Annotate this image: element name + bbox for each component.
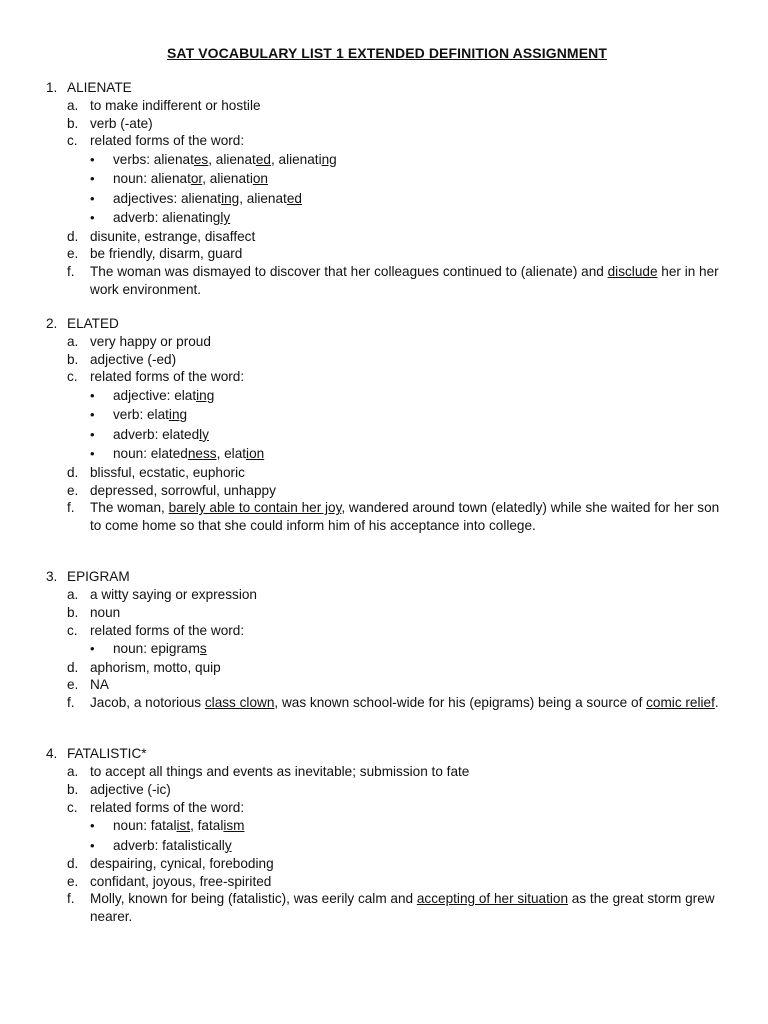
entry-spacer: [46, 711, 728, 745]
text-run: The woman,: [90, 500, 169, 516]
related-form-text: [113, 169, 728, 189]
vocabulary-list: [46, 79, 728, 926]
item-text: adjective (-ed): [90, 351, 177, 367]
underlined-text: ness: [187, 446, 217, 462]
item-letter: d.: [67, 659, 79, 675]
underlined-text: es: [193, 151, 209, 167]
item-text: related forms of the word:: [90, 369, 245, 385]
related-form-text: [113, 405, 728, 425]
entry-item-e: [46, 482, 728, 500]
related-form-item: [46, 150, 728, 170]
item-letter: a.: [67, 98, 79, 113]
text-run: adverb: alienating: [113, 210, 221, 226]
item-letter: e.: [67, 482, 79, 498]
related-form-text: [113, 639, 728, 659]
text-run: , alienati: [202, 171, 253, 187]
item-text: very happy or proud: [90, 334, 211, 350]
bullet-icon: •: [90, 641, 95, 657]
related-form-text: [113, 208, 728, 228]
text-run: , alienati: [270, 151, 322, 167]
entry-item-e: [46, 873, 728, 891]
vocab-word: ALIENATE: [67, 80, 132, 95]
underlined-text: on: [252, 171, 268, 187]
item-letter: d.: [67, 856, 79, 872]
entry-item-c: [46, 622, 728, 640]
item-letter: b.: [67, 115, 79, 131]
text-run: verb: elat: [113, 407, 169, 423]
related-form-item: [46, 816, 728, 836]
item-text: aphorism, motto, quip: [90, 659, 221, 675]
item-letter: c.: [67, 622, 78, 638]
entry-item-d: [46, 464, 728, 482]
entry-item-b: [46, 781, 728, 799]
text-run: .: [714, 694, 719, 710]
item-letter: d.: [67, 464, 79, 480]
underlined-text: y: [224, 837, 232, 853]
underlined-text: ing: [221, 190, 240, 206]
document-title: SAT VOCABULARY LIST 1 EXTENDED DEFINITION ASSIGNMENT: [166, 45, 607, 61]
related-form-text: [113, 386, 728, 406]
vocab-entry: [46, 568, 728, 711]
underlined-text: or: [190, 171, 203, 187]
text-run: adverb: elated: [113, 426, 200, 442]
bullet-icon: •: [90, 446, 95, 462]
item-letter: b.: [67, 604, 79, 620]
vocab-word-row: [46, 568, 728, 586]
vocab-word: ELATED: [67, 316, 119, 332]
entry-item-f: [46, 694, 728, 712]
item-text: disunite, estrange, disaffect: [90, 228, 256, 244]
text-run: verbs: alienat: [113, 151, 194, 167]
text-run: adverb: fatalisticall: [113, 837, 225, 853]
bullet-icon: •: [90, 210, 95, 226]
vocab-word: EPIGRAM: [67, 569, 130, 585]
text-run: noun: elated: [113, 446, 188, 462]
text-run: , wandered around town (elatedly) while she waited for her son to come home so that she could inform him of his acceptance into college.: [90, 500, 720, 533]
text-run: as the great storm grew nearer.: [90, 891, 715, 924]
vocab-word: FATALISTIC*: [67, 746, 147, 762]
text-run: Jacob, a notorious: [90, 694, 205, 710]
vocab-word-row: [46, 745, 728, 763]
entry-number: 3.: [46, 569, 58, 585]
underlined-text: comic relief: [646, 694, 715, 710]
bullet-icon: •: [90, 151, 95, 167]
item-letter: c.: [67, 799, 78, 815]
entry-item-c: [46, 132, 728, 150]
item-text: [90, 694, 728, 712]
item-text: be friendly, disarm, guard: [90, 246, 243, 262]
item-letter: f.: [67, 694, 75, 710]
entry-item-a: [46, 763, 728, 781]
entry-item-c: [46, 368, 728, 386]
related-form-item: [46, 169, 728, 189]
entry-item-f: [46, 890, 728, 925]
item-letter: e.: [67, 246, 79, 262]
underlined-text: ist: [176, 818, 191, 834]
related-form-text: [113, 150, 728, 170]
vocab-entry: [46, 745, 728, 925]
bullet-icon: •: [90, 407, 95, 423]
vocab-word-row: [46, 315, 728, 333]
item-text: verb (-ate): [90, 115, 153, 131]
item-text: despairing, cynical, foreboding: [90, 856, 274, 872]
vocab-entry: [46, 79, 728, 298]
entry-item-b: [46, 604, 728, 622]
entry-item-c: [46, 799, 728, 817]
text-run: The woman was dismayed to discover that her colleagues continued to (alienate) and: [90, 263, 608, 279]
item-text: to make indifferent or hostile: [90, 98, 261, 113]
item-letter: a.: [67, 334, 79, 350]
item-text: [90, 263, 728, 298]
text-run: , fatal: [190, 818, 224, 834]
vocab-entry: [46, 315, 728, 534]
item-letter: f.: [67, 891, 75, 907]
underlined-text: ed: [255, 151, 271, 167]
text-run: , alienat: [208, 151, 256, 167]
entry-number: 4.: [46, 746, 58, 762]
entry-item-e: [46, 676, 728, 694]
related-form-item: [46, 208, 728, 228]
text-run: her in her work environment.: [90, 263, 719, 297]
item-text: [90, 890, 728, 925]
text-run: noun: alienat: [113, 171, 191, 187]
related-form-text: [113, 189, 728, 209]
underlined-text: disclude: [607, 263, 658, 279]
entry-item-d: [46, 228, 728, 246]
item-letter: f.: [67, 263, 75, 279]
item-letter: a.: [67, 764, 79, 780]
entry-item-d: [46, 659, 728, 677]
item-letter: b.: [67, 351, 79, 367]
entry-item-b: [46, 351, 728, 369]
underlined-text: ing: [196, 387, 215, 403]
bullet-icon: •: [90, 837, 95, 853]
related-form-text: [113, 444, 728, 464]
underlined-text: class clown: [204, 694, 275, 710]
item-text: depressed, sorrowful, unhappy: [90, 482, 276, 498]
entry-item-f: [46, 263, 728, 298]
item-letter: e.: [67, 677, 79, 693]
underlined-text: ed: [286, 190, 302, 206]
item-text: related forms of the word:: [90, 799, 245, 815]
bullet-icon: •: [90, 387, 95, 403]
underlined-text: barely able to contain her joy: [168, 500, 342, 516]
item-text: related forms of the word:: [90, 622, 245, 638]
entry-number: 1.: [46, 80, 58, 95]
bullet-icon: •: [90, 171, 95, 187]
related-form-item: [46, 425, 728, 445]
bullet-icon: •: [90, 190, 95, 206]
entry-number: 2.: [46, 316, 58, 332]
related-form-text: [113, 836, 728, 856]
related-form-item: [46, 444, 728, 464]
underlined-text: ion: [246, 446, 265, 462]
bullet-icon: •: [90, 426, 95, 442]
item-text: NA: [90, 677, 109, 693]
related-form-item: [46, 386, 728, 406]
item-letter: a.: [67, 587, 79, 603]
text-run: , elat: [216, 446, 247, 462]
entry-spacer: [46, 534, 728, 568]
item-letter: c.: [67, 133, 78, 149]
underlined-text: ism: [223, 818, 245, 834]
text-run: , was known school-wide for his (epigrams) being a source of: [274, 694, 647, 710]
item-letter: c.: [67, 369, 78, 385]
text-run: noun: fatal: [113, 818, 177, 834]
entry-item-f: [46, 499, 728, 534]
entry-item-a: [46, 333, 728, 351]
underlined-text: ly: [199, 426, 209, 442]
entry-item-a: [46, 586, 728, 604]
text-run: , alienat: [239, 190, 287, 206]
item-text: related forms of the word:: [90, 133, 245, 149]
related-form-text: [113, 816, 728, 836]
item-letter: d.: [67, 228, 79, 244]
entry-item-b: [46, 115, 728, 133]
underlined-text: ly: [220, 210, 231, 226]
bullet-icon: •: [90, 818, 95, 834]
item-text: noun: [90, 604, 121, 620]
item-letter: b.: [67, 781, 79, 797]
related-form-item: [46, 836, 728, 856]
text-run: adjective: elat: [113, 387, 197, 403]
entry-item-e: [46, 245, 728, 263]
text-run: noun: epigram: [113, 641, 200, 657]
entry-item-d: [46, 855, 728, 873]
related-form-item: [46, 639, 728, 659]
item-text: to accept all things and events as inevitable; submission to fate: [90, 764, 470, 780]
item-letter: e.: [67, 873, 79, 889]
item-text: blissful, ecstatic, euphoric: [90, 464, 245, 480]
item-text: a witty saying or expression: [90, 587, 257, 603]
underlined-text: ng: [321, 151, 337, 167]
entry-spacer: [46, 298, 728, 315]
vocab-word-row: [46, 79, 728, 97]
text-run: adjectives: alienat: [113, 190, 222, 206]
entry-item-a: [46, 97, 728, 115]
text-run: Molly, known for being (fatalistic), was eerily calm and: [90, 891, 417, 907]
related-form-text: [113, 425, 728, 445]
item-text: adjective (-ic): [90, 781, 171, 797]
related-form-item: [46, 189, 728, 209]
item-text: [90, 499, 728, 534]
underlined-text: s: [199, 641, 207, 657]
related-form-item: [46, 405, 728, 425]
underlined-text: accepting of her situation: [416, 891, 569, 907]
item-text: confidant, joyous, free-spirited: [90, 873, 272, 889]
item-letter: f.: [67, 500, 75, 516]
underlined-text: ing: [168, 407, 188, 423]
